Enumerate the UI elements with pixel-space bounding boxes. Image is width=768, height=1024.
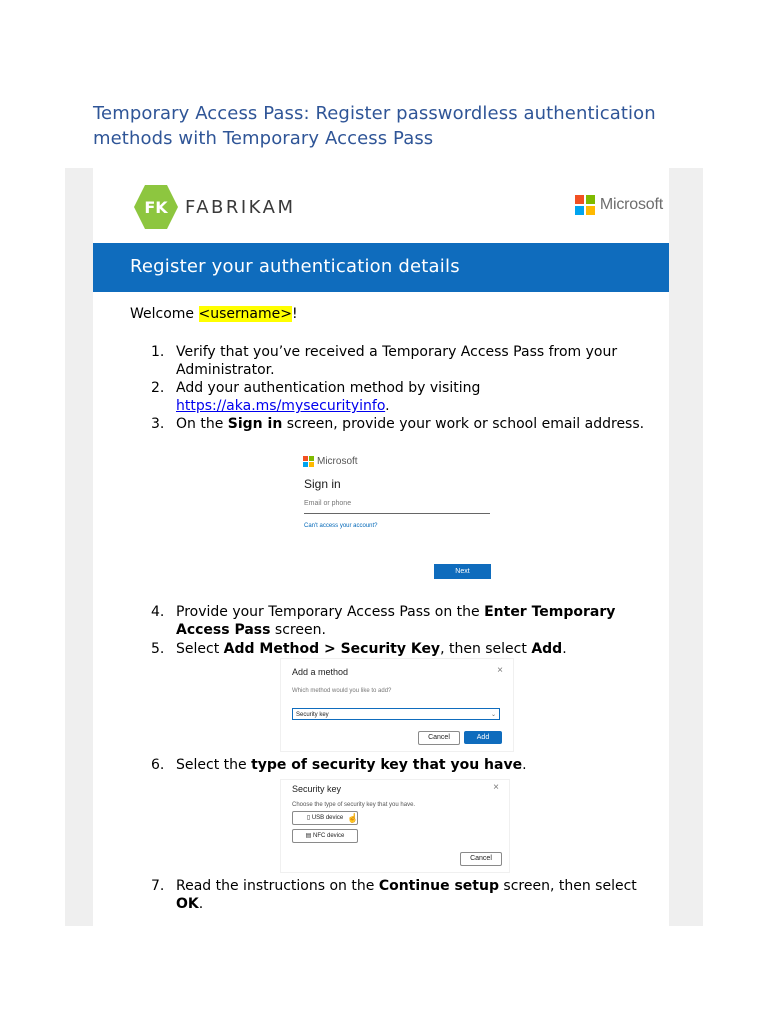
add-method-prompt: Which method would you like to add? (292, 688, 392, 694)
chevron-down-icon: ⌄ (490, 712, 496, 718)
signin-screenshot (295, 447, 507, 585)
username-placeholder: <username> (198, 306, 292, 322)
step-bold-2: OK (176, 896, 199, 912)
next-button[interactable]: Next (434, 564, 491, 579)
security-key-prompt: Choose the type of security key that you have. (292, 802, 416, 808)
add-button[interactable]: Add (464, 731, 502, 744)
step-text-post: screen, provide your work or school email address. (282, 416, 645, 432)
cursor-icon: ☝ (347, 813, 359, 823)
fabrikam-logo (133, 183, 296, 231)
microsoft-logo (575, 195, 663, 215)
step-text-post: . (522, 757, 527, 773)
signin-brand (303, 456, 358, 467)
step-7 (151, 877, 656, 913)
step-text-pre: Select (176, 641, 224, 657)
nfc-option-label: NFC device (313, 833, 345, 839)
step-text-post: . (198, 896, 204, 912)
method-select[interactable] (292, 708, 500, 720)
step-text-post: . (562, 641, 567, 657)
step-text-pre: Read the instructions on the (176, 878, 379, 894)
close-icon[interactable]: × (497, 665, 503, 676)
email-card (93, 168, 669, 926)
step-bold-2: Add (531, 641, 563, 657)
step-6 (151, 756, 656, 774)
step-text-post: screen. (270, 622, 326, 638)
step-number: 7. (151, 878, 165, 894)
method-select-value: Security key (296, 712, 329, 718)
usb-option-label: USB device (311, 815, 344, 821)
header-banner (93, 243, 669, 292)
step-text-pre: On the (176, 416, 228, 432)
step-text-mid: , then select (440, 641, 532, 657)
banner-text: Register your authentication details (130, 256, 460, 277)
step-text-pre: Provide your Temporary Access Pass on the (176, 604, 485, 620)
cancel-button[interactable]: Cancel (418, 731, 460, 745)
microsoft-logo-icon (575, 195, 595, 215)
welcome-line (130, 306, 298, 322)
step-number: 1. (151, 344, 165, 360)
add-method-title: Add a method (292, 667, 349, 677)
hexagon-logo-icon (133, 183, 179, 231)
step-5 (151, 640, 656, 658)
step-4 (151, 603, 656, 639)
welcome-prefix: Welcome (130, 306, 199, 322)
step-2 (151, 379, 656, 415)
cancel-button[interactable]: Cancel (460, 852, 502, 866)
step-bold: Sign in (227, 416, 283, 432)
step-3 (151, 415, 666, 433)
step-number: 6. (151, 757, 165, 773)
nfc-icon: ▤ (305, 833, 312, 839)
step-suffix: . (385, 398, 390, 414)
step-text: Verify that you’ve received a Temporary Access Pass from your Administrator. (176, 344, 618, 378)
usb-icon: ▯ (306, 815, 311, 821)
step-text-pre: Select the (176, 757, 252, 773)
step-bold: Continue setup (378, 878, 499, 894)
step-text-mid: screen, then select (498, 878, 637, 894)
step-number: 2. (151, 380, 165, 396)
step-number: 5. (151, 641, 165, 657)
step-number: 4. (151, 604, 165, 620)
signin-heading: Sign in (304, 477, 341, 491)
brand-initials: FK (144, 198, 168, 217)
step-bold: Add Method > Security Key (223, 641, 441, 657)
document-title: Temporary Access Pass: Register passwordless authentication methods with Temporary Access Pass (93, 103, 656, 149)
step-bold: type of security key that you have (251, 757, 523, 773)
step-1 (151, 343, 656, 379)
signin-brand-text: Microsoft (317, 456, 358, 467)
email-input[interactable]: Email or phone (304, 500, 490, 514)
close-icon[interactable]: × (493, 782, 499, 793)
add-method-screenshot (280, 658, 514, 752)
step-bold: Enter Temporary Access Pass (176, 604, 616, 638)
security-key-title: Security key (292, 784, 342, 794)
microsoft-logo-icon (303, 456, 314, 467)
step-text: Add your authentication method by visiting (176, 380, 481, 396)
welcome-suffix: ! (291, 306, 298, 322)
nfc-device-option[interactable] (292, 829, 358, 843)
brand-name: FABRIKAM (185, 196, 296, 218)
mysecurityinfo-link[interactable]: https://aka.ms/mysecurityinfo (176, 398, 386, 414)
partner-name: Microsoft (599, 196, 663, 213)
cant-access-link[interactable]: Can't access your account? (304, 523, 378, 529)
security-key-screenshot (280, 779, 510, 873)
email-preview-panel (65, 168, 703, 926)
step-number: 3. (151, 416, 165, 432)
